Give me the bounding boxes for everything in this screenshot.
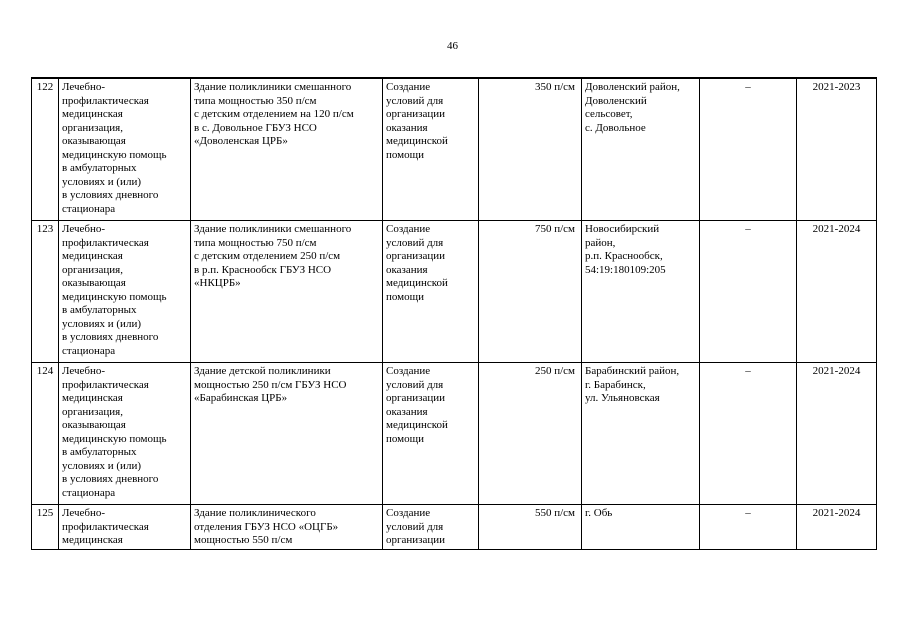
- facility-capacity: 250 п/см: [479, 363, 582, 505]
- facility-capacity: 350 п/см: [479, 78, 582, 221]
- facility-type: Лечебно- профилактическая медицинская: [59, 505, 191, 550]
- page-number: 46: [447, 40, 458, 52]
- facility-location: Новосибирский район, р.п. Краснообск, 54:19:180109:205: [582, 221, 700, 363]
- facility-object: Здание поликлинического отделения ГБУЗ НСО «ОЦГБ» мощностью 550 п/см: [191, 505, 383, 550]
- facility-capacity: 750 п/см: [479, 221, 582, 363]
- empty-value-dash: –: [700, 78, 797, 221]
- row-number: 125: [32, 505, 59, 550]
- facility-location: Доволенский район, Доволенский сельсовет, с. Довольное: [582, 78, 700, 221]
- facility-period: 2021-2024: [797, 363, 877, 505]
- facility-location: Барабинский район, г. Барабинск, ул. Ульяновская: [582, 363, 700, 505]
- empty-value-dash: –: [700, 505, 797, 550]
- empty-value-dash: –: [700, 221, 797, 363]
- facility-period: 2021-2023: [797, 78, 877, 221]
- facility-capacity: 550 п/см: [479, 505, 582, 550]
- table-row: [32, 363, 877, 505]
- empty-value-dash: –: [700, 363, 797, 505]
- facility-period: 2021-2024: [797, 221, 877, 363]
- facility-purpose: Создание условий для организации оказания медицинской помощи: [383, 363, 479, 505]
- facilities-table: [31, 77, 877, 550]
- row-number: 122: [32, 78, 59, 221]
- table-row: [32, 78, 877, 221]
- facility-type: Лечебно- профилактическая медицинская организация, оказывающая медицинскую помощь в амбулаторных условиях и (или) в условиях дневного стационара: [59, 221, 191, 363]
- row-number: 123: [32, 221, 59, 363]
- facility-type: Лечебно- профилактическая медицинская организация, оказывающая медицинскую помощь в амбулаторных условиях и (или) в условиях дневного стационара: [59, 363, 191, 505]
- facility-object: Здание детской поликлиники мощностью 250 п/см ГБУЗ НСО «Барабинская ЦРБ»: [191, 363, 383, 505]
- facility-purpose: Создание условий для организации: [383, 505, 479, 550]
- facility-period: 2021-2024: [797, 505, 877, 550]
- facility-purpose: Создание условий для организации оказания медицинской помощи: [383, 221, 479, 363]
- table-row: [32, 505, 877, 550]
- table-row: [32, 221, 877, 363]
- row-number: 124: [32, 363, 59, 505]
- facility-object: Здание поликлиники смешанного типа мощностью 350 п/см с детским отделением на 120 п/см в с. Довольное ГБУЗ НСО «Доволенская ЦРБ»: [191, 78, 383, 221]
- facility-purpose: Создание условий для организации оказания медицинской помощи: [383, 78, 479, 221]
- facility-type: Лечебно- профилактическая медицинская организация, оказывающая медицинскую помощь в амбулаторных условиях и (или) в условиях дневного стационара: [59, 78, 191, 221]
- facility-object: Здание поликлиники смешанного типа мощностью 750 п/см с детским отделением 250 п/см в р.п. Краснообск ГБУЗ НСО «НКЦРБ»: [191, 221, 383, 363]
- facility-location: г. Обь: [582, 505, 700, 550]
